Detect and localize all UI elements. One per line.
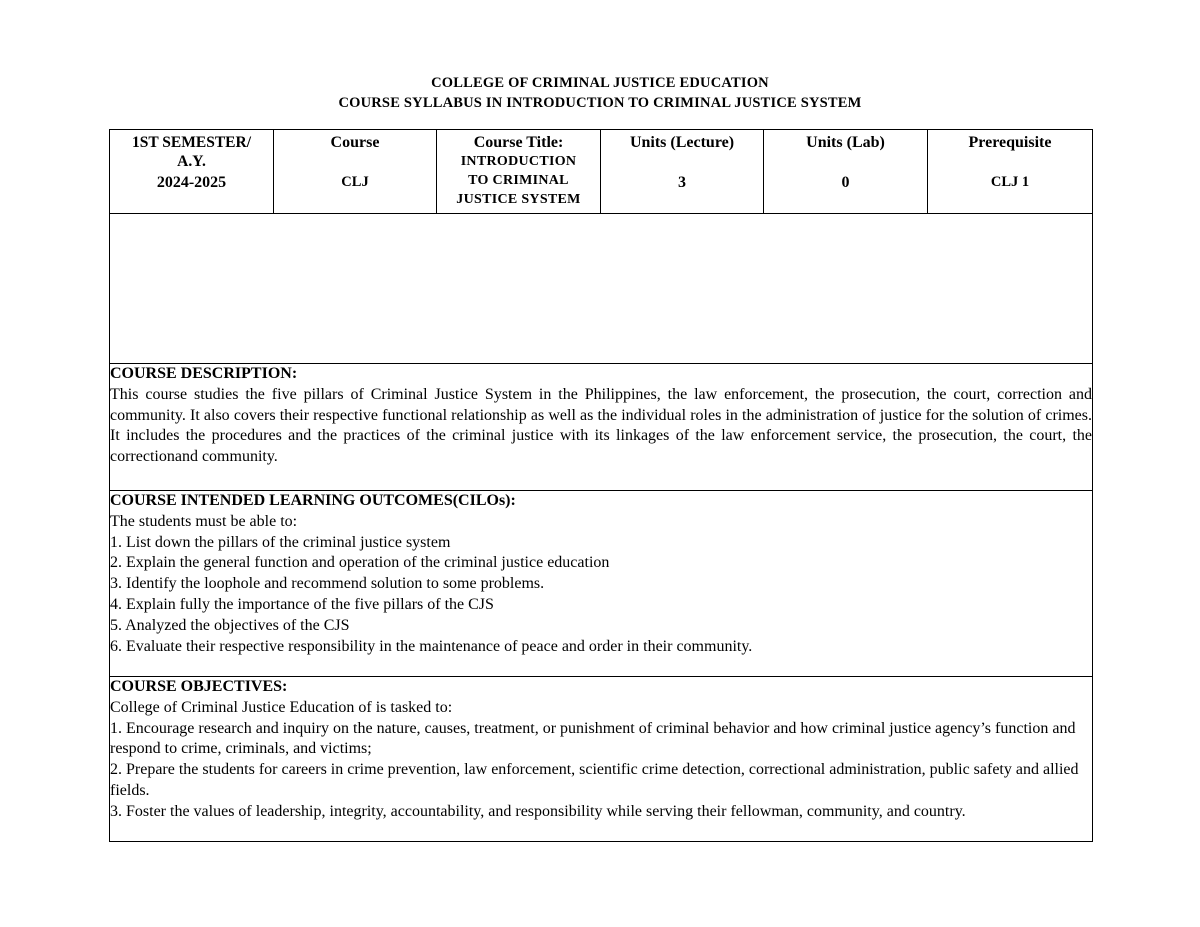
lab-units-label: Units (Lab) [806, 134, 885, 151]
course-description-title: COURSE DESCRIPTION: [110, 365, 298, 382]
course-title-line-1: INTRODUCTION [460, 154, 577, 169]
cilo-item: 4. Explain fully the importance of the five pillars of the CJS [110, 595, 494, 613]
course-code-label: Course [330, 134, 380, 151]
cilo-item: 1. List down the pillars of the criminal justice system [110, 533, 451, 551]
lab-units-value: 0 [841, 174, 850, 191]
semester-cell [110, 130, 274, 214]
objective-item: 1. Encourage research and inquiry on the nature, causes, treatment, or punishment of criminal behavior and how criminal justice agency’s function and respond to crime, criminals, and victims; [110, 719, 1076, 758]
academic-year-value: 2024-2025 [156, 174, 227, 191]
prerequisite-cell [928, 130, 1093, 214]
course-code-value: CLJ [341, 174, 369, 190]
course-info-row [110, 130, 1093, 214]
lecture-units-cell [601, 130, 764, 214]
cilos-title: COURSE INTENDED LEARNING OUTCOMES(CILOs): [110, 492, 516, 509]
semester-label: 1ST SEMESTER/ [131, 134, 252, 151]
objectives-row [110, 677, 1093, 842]
course-description-row [110, 364, 1093, 491]
course-title-line-2: TO CRIMINAL [468, 173, 569, 188]
cilos-intro: The students must be able to: [110, 512, 298, 530]
syllabus-title: COURSE SYLLABUS IN INTRODUCTION TO CRIMINAL JUSTICE SYSTEM [338, 95, 862, 111]
cilos-row [110, 491, 1093, 677]
academic-year-label: A.Y. [177, 153, 206, 170]
syllabus-table [109, 129, 1093, 842]
course-description-text: This course studies the five pillars of Criminal Justice System in the Philippines, the law enforcement, the prosecution, the court, correction and community. It also covers their respective functional relationship as well as the individual roles in the administration of justice for the solution of crimes. It includes the procedures and the practices of the criminal justice with its linkages of the law enforcement service, the prosecution, the court, the correctionand community. [110, 385, 1092, 466]
cilos-cell [110, 491, 1093, 677]
objectives-cell [110, 677, 1093, 842]
course-description-cell [110, 364, 1093, 491]
document-header [0, 73, 1200, 113]
objectives-title: COURSE OBJECTIVES: [110, 678, 288, 695]
blank-cell [110, 214, 1093, 364]
cilo-item: 5. Analyzed the objectives of the CJS [110, 616, 350, 634]
objectives-intro: College of Criminal Justice Education of is tasked to: [110, 698, 453, 716]
prerequisite-value: CLJ 1 [990, 174, 1030, 190]
prerequisite-label: Prerequisite [968, 134, 1052, 151]
cilo-item: 2. Explain the general function and operation of the criminal justice education [110, 554, 610, 572]
cilo-item: 6. Evaluate their respective responsibility in the maintenance of peace and order in their community. [110, 637, 753, 655]
cilo-item: 3. Identify the loophole and recommend solution to some problems. [110, 575, 545, 593]
college-name: COLLEGE OF CRIMINAL JUSTICE EDUCATION [431, 75, 769, 91]
course-title-line-3: JUSTICE SYSTEM [456, 192, 581, 207]
objective-item: 2. Prepare the students for careers in crime prevention, law enforcement, scientific crime detection, correctional administration, public safety and allied fields. [110, 761, 1079, 799]
lecture-units-label: Units (Lecture) [629, 134, 735, 151]
course-title-label: Course Title: [473, 134, 564, 151]
lab-units-cell [764, 130, 928, 214]
course-code-cell [274, 130, 437, 214]
course-title-cell [437, 130, 601, 214]
objective-item: 3. Foster the values of leadership, integrity, accountability, and responsibility while serving their fellowman, community, and country. [110, 802, 966, 820]
blank-row [110, 214, 1093, 364]
lecture-units-value: 3 [678, 174, 686, 191]
